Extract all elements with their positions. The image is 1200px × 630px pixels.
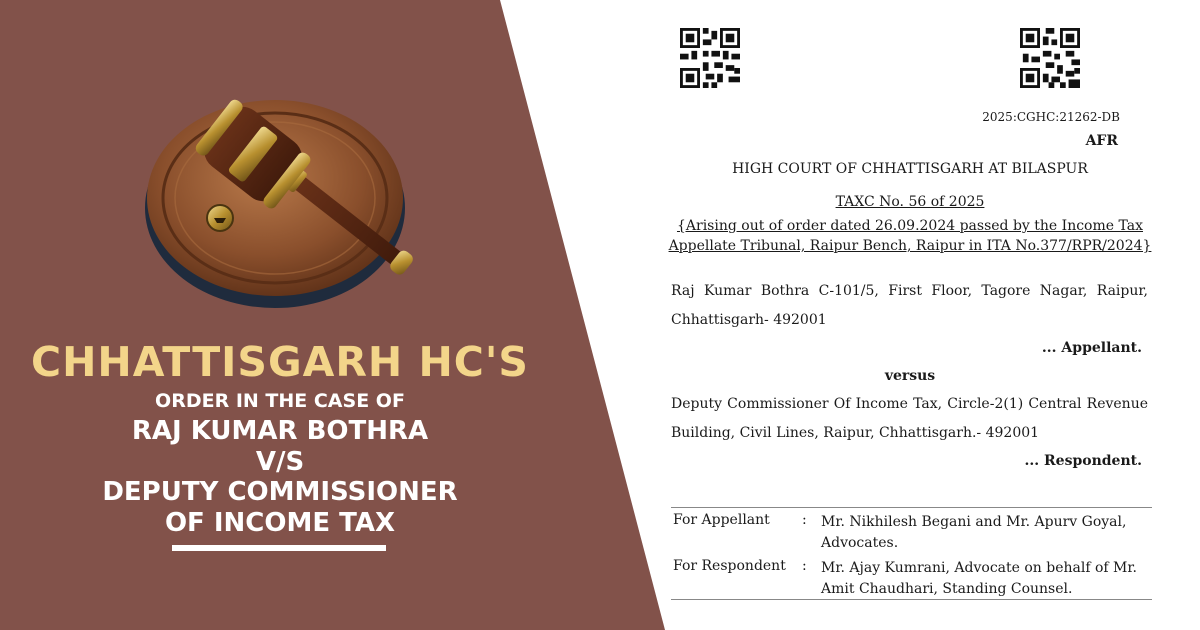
respondent-address-line1: Deputy Commissioner Of Income Tax, Circle-2(1) Central Revenue xyxy=(671,396,1148,412)
case-number: TAXC No. 56 of 2025 xyxy=(835,194,985,210)
appellant-address-line1: Raj Kumar Bothra C-101/5, First Floor, Tagore Nagar, Raipur, xyxy=(671,283,1148,299)
counsel-colon: : xyxy=(802,558,807,574)
counsel-value: Mr. Nikhilesh Begani and Mr. Apurv Goyal, Advocates. xyxy=(821,514,1127,551)
respondent-role: ... Respondent. xyxy=(1024,453,1142,469)
afr-label: AFR xyxy=(1085,133,1118,149)
banner-vs: V/S xyxy=(255,447,305,477)
counsel-divider-bottom xyxy=(671,599,1152,600)
arising-line1: {Arising out of order dated 26.09.2024 passed by the Income Tax xyxy=(676,218,1143,234)
banner-title: CHHATTISGARH HC'S xyxy=(31,338,529,386)
versus-label: versus xyxy=(884,368,936,384)
banner-party2-line2: OF INCOME TAX xyxy=(164,508,396,538)
counsel-value: Mr. Ajay Kumrani, Advocate on behalf of Mr. Amit Chaudhari, Standing Counsel. xyxy=(821,560,1137,597)
counsel-label: For Appellant xyxy=(673,512,770,528)
appellant-address-line2: Chhattisgarh- 492001 xyxy=(671,312,827,328)
banner-underline xyxy=(172,545,386,551)
counsel-colon: : xyxy=(802,512,807,528)
neutral-citation: 2025:CGHC:21262-DB xyxy=(982,110,1120,124)
gavel-icon xyxy=(140,68,420,318)
banner-party1: RAJ KUMAR BOTHRA xyxy=(131,416,429,446)
banner-subtitle: ORDER IN THE CASE OF xyxy=(155,390,405,412)
arising-note xyxy=(660,216,1160,256)
banner-party2-line1: DEPUTY COMMISSIONER xyxy=(102,477,458,507)
counsel-divider-top xyxy=(671,507,1152,508)
appellant-role: ... Appellant. xyxy=(1041,340,1142,356)
respondent-address-line2: Building, Civil Lines, Raipur, Chhattisgarh.- 492001 xyxy=(671,425,1040,441)
court-name: HIGH COURT OF CHHATTISGARH AT BILASPUR xyxy=(732,161,1088,177)
qr-code-icon xyxy=(680,28,740,88)
counsel-label: For Respondent xyxy=(673,558,786,574)
arising-line2: Appellate Tribunal, Raipur Bench, Raipur in ITA No.377/RPR/2024} xyxy=(668,238,1152,254)
qr-code-icon xyxy=(1020,28,1080,88)
